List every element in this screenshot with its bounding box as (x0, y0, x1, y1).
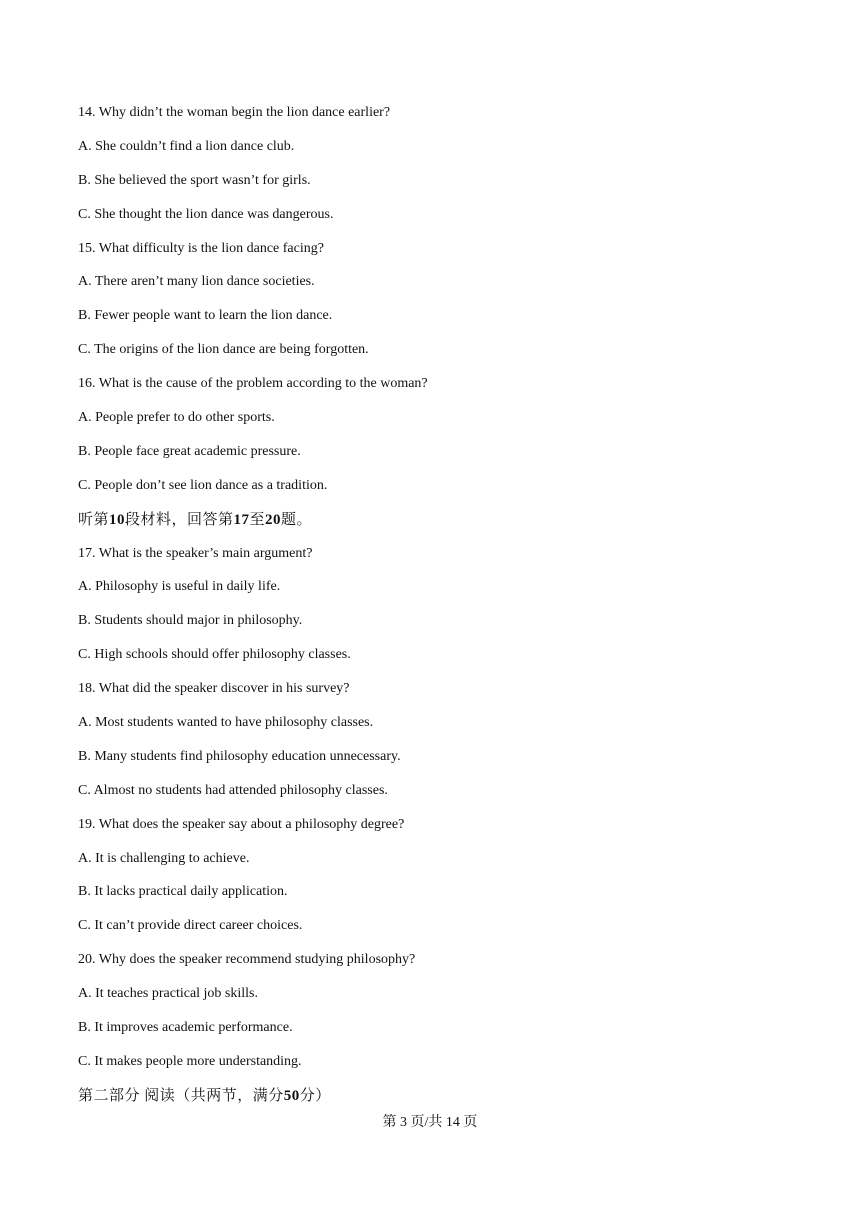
option-19-a: A. It is challenging to achieve. (78, 850, 250, 866)
part-heading-number: 50 (283, 1087, 300, 1104)
option-15-a: A. There aren’t many lion dance societies. (78, 274, 315, 290)
heading-text-1: 听第 (78, 511, 110, 528)
option-20-a: A. It teaches practical job skills. (78, 986, 258, 1002)
question-18: 18. What did the speaker discover in his survey? (78, 681, 350, 697)
option-14-b: B. She believed the sport wasn’t for girls. (78, 172, 311, 188)
heading-number-1: 10 (109, 511, 126, 528)
question-17: 17. What is the speaker’s main argument? (78, 545, 313, 561)
option-15-b: B. Fewer people want to learn the lion dance. (78, 308, 333, 324)
option-18-b: B. Many students find philosophy education unnecessary. (78, 748, 401, 764)
option-14-c: C. She thought the lion dance was dangerous. (78, 206, 334, 222)
question-14: 14. Why didn’t the woman begin the lion dance earlier? (78, 105, 391, 120)
page-number-footer: 第 3 页/共 14 页 (382, 1115, 478, 1130)
heading-number-2: 17 (233, 511, 250, 528)
part-heading-text-1: 第二部分 阅读（共两节，满分 (78, 1087, 284, 1104)
question-20: 20. Why does the speaker recommend studying philosophy? (78, 952, 416, 968)
option-14-a: A. She couldn’t find a lion dance club. (78, 138, 295, 154)
option-20-b: B. It improves academic performance. (78, 1020, 293, 1036)
option-16-c: C. People don’t see lion dance as a tradition. (78, 477, 328, 493)
option-15-c: C. The origins of the lion dance are being forgotten. (78, 342, 369, 358)
option-17-a: A. Philosophy is useful in daily life. (78, 579, 281, 595)
option-16-b: B. People face great academic pressure. (78, 443, 301, 459)
option-18-c: C. Almost no students had attended philosophy classes. (78, 782, 388, 798)
listening-section-heading (78, 511, 778, 545)
option-16-a: A. People prefer to do other sports. (78, 410, 275, 426)
heading-text-4: 题。 (281, 511, 313, 528)
part-heading-text-2: 分） (299, 1087, 331, 1104)
option-17-c: C. High schools should offer philosophy classes. (78, 647, 351, 663)
option-19-b: B. It lacks practical daily application. (78, 884, 288, 900)
question-16: 16. What is the cause of the problem according to the woman? (78, 376, 428, 392)
heading-text-3: 至 (249, 511, 266, 528)
heading-number-3: 20 (265, 511, 282, 528)
option-17-b: B. Students should major in philosophy. (78, 613, 303, 629)
question-19: 19. What does the speaker say about a philosophy degree? (78, 816, 405, 832)
question-15: 15. What difficulty is the lion dance facing? (78, 240, 324, 256)
option-20-c: C. It makes people more understanding. (78, 1053, 302, 1069)
option-19-c: C. It can’t provide direct career choices. (78, 918, 303, 934)
page-content (78, 104, 778, 1121)
option-18-a: A. Most students wanted to have philosophy classes. (78, 715, 374, 731)
heading-text-2: 段材料，回答第 (125, 511, 234, 528)
